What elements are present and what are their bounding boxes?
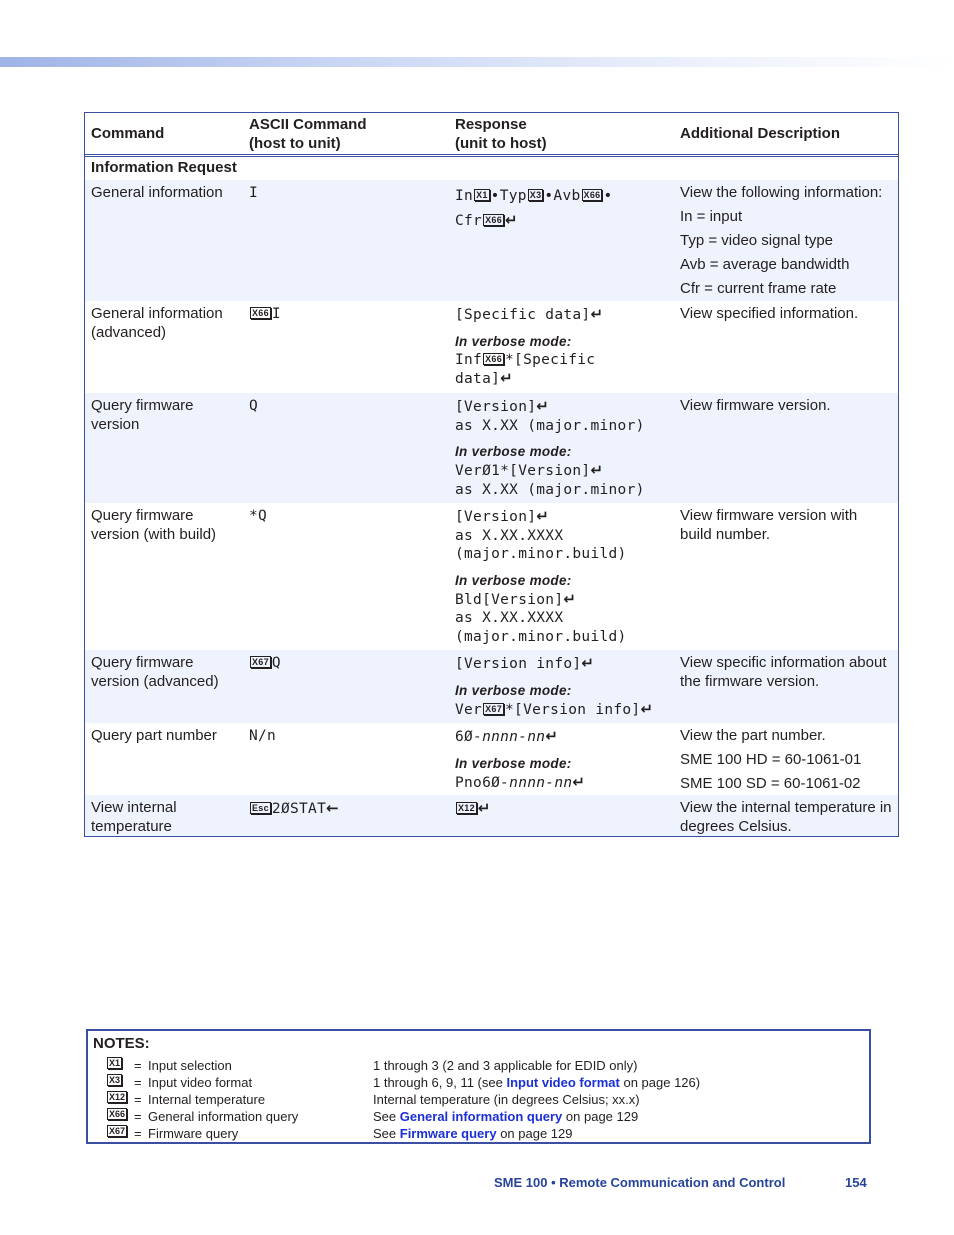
description-line: View specific information about [680,654,887,671]
note-item [88,1091,869,1108]
response-text: • [603,188,613,204]
table-row [85,650,898,723]
x67-variable-icon: X67 [485,703,503,714]
note-range-text: on page 126) [619,1075,701,1090]
description-line: View the part number. [680,727,826,744]
firmware-query-link[interactable]: Firmware query [399,1126,497,1141]
verbose-text: Inf [455,351,483,368]
return-icon: ↵ [590,305,604,323]
command-cell [91,396,241,434]
return-icon: ↵ [477,799,491,817]
x12-variable-icon: X12 [458,803,475,813]
command-text: temperature [91,818,172,835]
x3-variable-icon: X3 [529,190,542,200]
verbose-label: In verbose mode: [455,572,572,588]
note-range [373,1074,700,1091]
note-name: Internal temperature [148,1092,266,1107]
command-text: Query firmware [91,654,194,671]
verbose-text: -nnnn-nn [500,774,573,791]
description-line: SME 100 HD = 60-1061-01 [680,751,862,768]
response-text: as X.XX (major.minor) [455,417,645,434]
command-text: View internal [91,799,177,816]
response-cell [455,654,675,719]
note-name: Input video format [148,1075,253,1090]
ascii-text: I [271,306,281,322]
note-range-text: on page 129 [562,1109,639,1124]
ascii-cell [249,305,449,324]
footer-title: SME 100 • Remote Communication and Control [494,1175,786,1190]
x1-variable-icon: X1 [109,1058,121,1068]
response-cell [455,507,675,646]
response-cell [455,305,675,389]
note-item [88,1057,869,1074]
note-name: Input selection [148,1058,232,1073]
note-item [88,1125,869,1142]
table-header [85,113,898,155]
response-cell [455,727,675,792]
notes-box [86,1029,871,1144]
note-name: Firmware query [148,1126,239,1141]
x12-variable-icon: X12 [109,1092,126,1102]
description-line: SME 100 SD = 60-1061-02 [680,775,861,792]
input-video-format-link[interactable]: Input video format [506,1075,620,1090]
command-text: (advanced) [91,324,167,341]
header-gradient-bar [0,57,954,67]
x66-variable-icon: X66 [109,1109,126,1119]
notes-title: NOTES: [93,1035,150,1052]
return-icon: ↵ [545,727,559,745]
description-line: degrees Celsius. [680,818,792,835]
note-equals: = [134,1126,142,1141]
verbose-text: *[Specific [505,351,596,368]
verbose-text: Bld[Version] [455,591,564,608]
description-line: Typ = video signal type [680,232,834,249]
ascii-cell: N/n [249,728,277,744]
page-number: 154 [845,1175,867,1190]
return-icon: ↵ [572,772,586,791]
table-row [85,393,898,503]
command-cell [91,653,241,691]
response-text: as X.XX.XXXX [455,527,564,544]
section-title: Information Request [91,159,237,176]
ascii-cell: Q [249,398,259,414]
description-line: build number. [680,526,771,543]
header-command: Command [91,125,165,142]
table-row [85,301,898,393]
header-description: Additional Description [680,125,841,142]
response-cell [455,799,675,819]
return-icon: ↵ [536,397,550,415]
table-row [85,723,898,795]
command-text: Query firmware [91,397,194,414]
command-text: General information [91,305,223,322]
verbose-text: as X.XX (major.minor) [455,481,645,498]
description-cell [680,506,898,544]
description-cell [680,653,898,691]
return-icon: ↵ [505,211,518,229]
general-information-query-link[interactable]: General information query [399,1109,563,1124]
x67-variable-icon: X67 [252,657,269,667]
note-range: Internal temperature (in degrees Celsius; xx.x) [373,1092,640,1107]
response-text: •Avb [544,188,581,204]
note-equals: = [134,1058,142,1073]
response-text: [Version] [455,509,537,525]
command-text: version [91,416,140,433]
response-text: In [455,188,474,204]
x66-variable-icon: X66 [485,215,503,225]
note-equals: = [134,1075,142,1090]
return-icon: ↵ [536,507,550,525]
response-text: [Version] [455,399,537,415]
verbose-text: Pno6Ø [455,774,501,791]
header-response [455,115,547,153]
note-range-text: 1 through 6, 9, 11 (see [373,1075,507,1090]
response-text: 6Ø [455,729,474,745]
header-ascii-line2: (host to unit) [249,135,341,152]
response-text: Cfr [455,213,483,229]
response-text: [Specific data] [455,307,591,323]
description-line: View the following information: [680,184,883,201]
note-equals: = [134,1092,142,1107]
ascii-text: Q [271,655,281,671]
verbose-text: (major.minor.build) [455,628,627,645]
response-text: -nnnn-nn [473,729,546,745]
command-cell: General information [91,184,223,201]
command-cell: Query part number [91,727,217,744]
description-cell: View specified information. [680,305,859,322]
command-cell [91,304,241,342]
header-response-line2: (unit to host) [455,135,547,152]
header-ascii [249,115,367,153]
arrow-left-icon: ← [326,799,339,817]
response-text: [Version info] [455,656,582,672]
x66-variable-icon: X66 [583,190,601,200]
x67-variable-icon: X67 [109,1126,126,1136]
verbose-text: Ver [455,701,483,718]
note-name: General information query [148,1109,299,1124]
verbose-text: VerØ1*[Version] [455,463,591,479]
ascii-cell: *Q [249,508,268,524]
return-icon: ↵ [640,699,654,718]
command-text: Query firmware [91,507,194,524]
ascii-cell: I [249,185,259,201]
verbose-text: data] [455,371,501,387]
verbose-label: In verbose mode: [455,682,572,698]
description-line: the firmware version. [680,673,820,690]
return-icon: ↵ [563,589,577,608]
note-range [373,1125,572,1142]
note-range-text: See [373,1126,400,1141]
ascii-cell [249,799,449,819]
x1-variable-icon: X1 [476,190,488,200]
note-range: 1 through 3 (2 and 3 applicable for EDID only) [373,1058,638,1073]
escape-key-icon: Esc [252,803,269,813]
response-cell [455,184,675,233]
ascii-cell [249,654,449,673]
note-range-text: See [373,1109,400,1124]
verbose-text: *[Version info] [505,701,641,718]
description-line: In = input [680,208,743,225]
note-item [88,1108,869,1125]
command-text: version (with build) [91,526,217,543]
description-cell [680,183,898,303]
note-range [373,1108,638,1125]
description-line: Cfr = current frame rate [680,280,837,297]
command-cell [91,798,241,836]
ascii-text: 2ØSTAT [271,801,327,817]
description-cell [680,726,898,798]
description-line: Avb = average bandwidth [680,256,850,273]
return-icon: ↵ [500,369,514,387]
return-icon: ↵ [590,461,604,479]
x3-variable-icon: X3 [109,1075,121,1085]
verbose-label: In verbose mode: [455,333,572,349]
description-line: View the internal temperature in [680,799,892,816]
response-cell [455,397,675,499]
note-equals: = [134,1109,142,1124]
table-row [85,503,898,650]
response-text: (major.minor.build) [455,546,627,562]
x66-variable-icon: X66 [485,353,503,364]
header-response-line1: Response [455,116,527,133]
table-row [85,180,898,301]
verbose-text: as X.XX.XXXX [455,610,564,626]
verbose-label: In verbose mode: [455,444,572,459]
table-row [85,795,898,836]
command-table [84,112,899,837]
verbose-label: In verbose mode: [455,755,572,771]
x66-variable-icon: X66 [252,308,269,318]
header-ascii-line1: ASCII Command [249,116,367,133]
description-cell [680,798,898,836]
note-item [88,1074,869,1091]
return-icon: ↵ [581,654,595,672]
description-line: View firmware version with [680,507,858,524]
description-cell: View firmware version. [680,397,831,414]
command-cell [91,506,241,544]
note-range-text: on page 129 [496,1126,573,1141]
command-text: version (advanced) [91,673,219,690]
response-text: •Typ [490,188,527,204]
